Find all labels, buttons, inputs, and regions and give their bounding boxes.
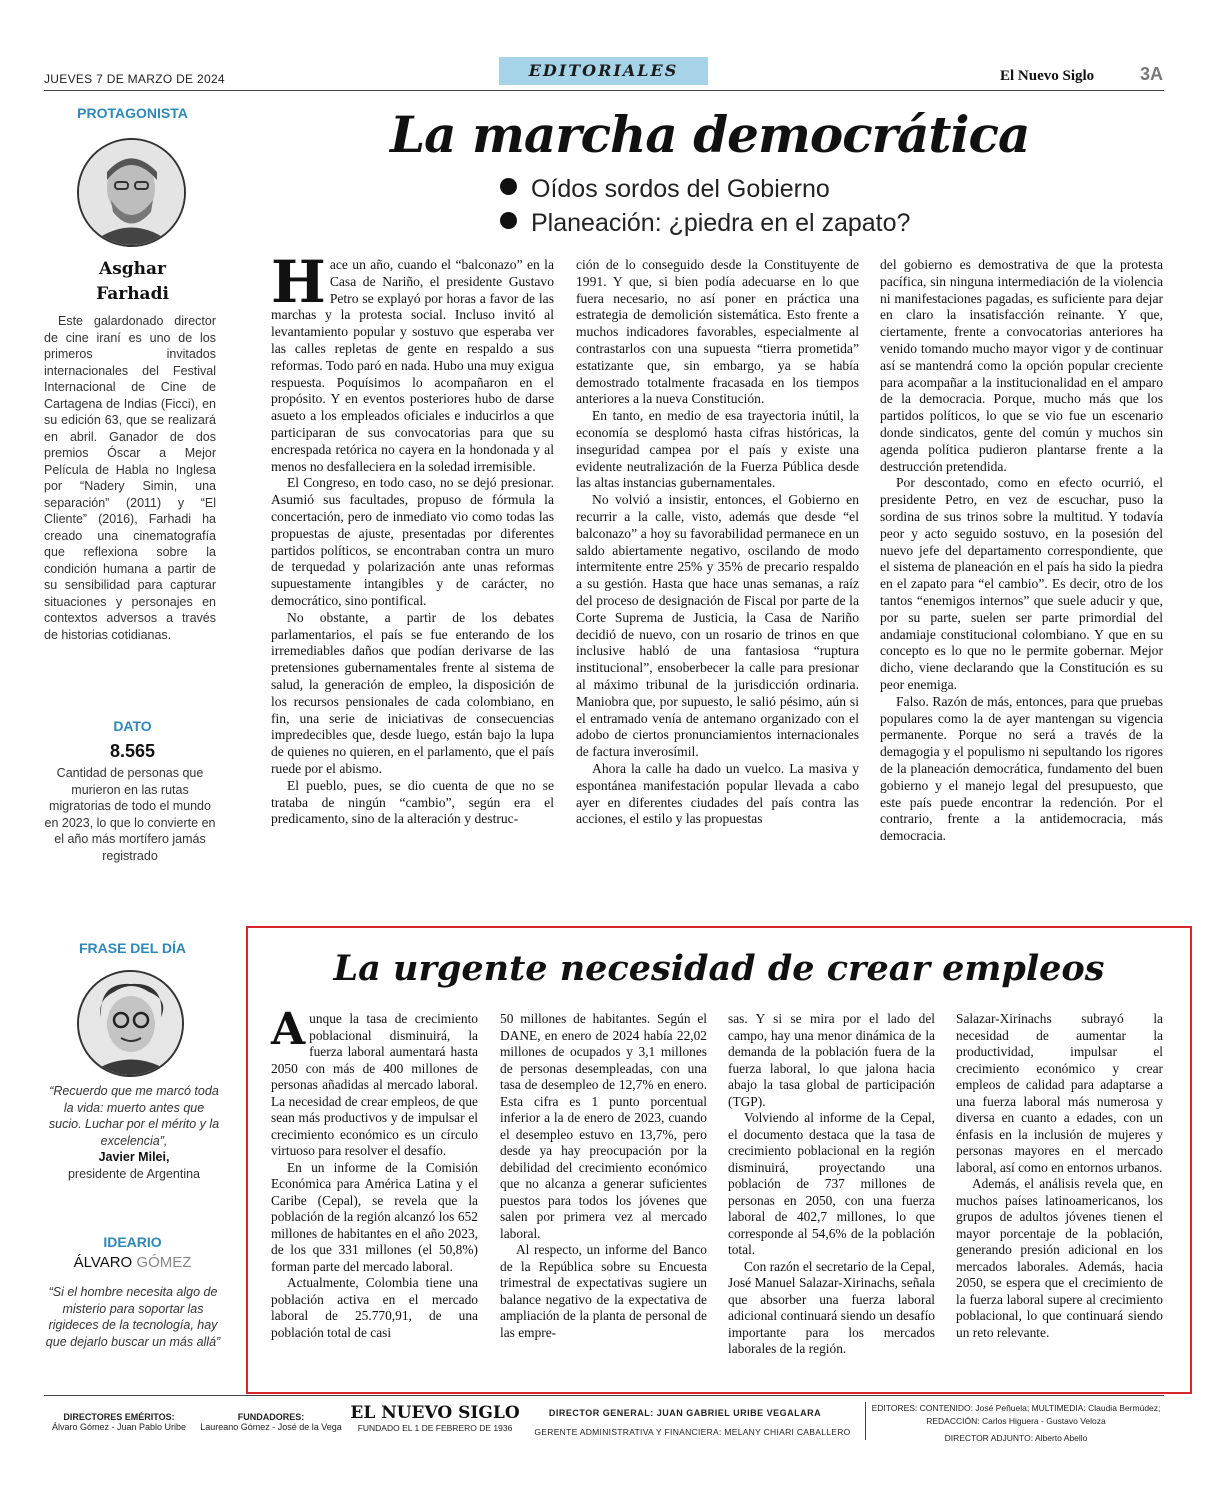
ideario-author-last: GÓMEZ (136, 1254, 192, 1271)
protagonista-name (60, 257, 205, 307)
paragraph-text: ace un año, cuando el “balconazo” en la Casa de Nariño, el presidente Gustavo Petro se explayó por horas a favor de las marchas y la protesta social. Incluso invitó al levantamiento popular y sostuvo que esperaba ver las calles repletas de gente en respaldo a sus reformas. Todo paró en nada. Hubo una muy exigua respuesta. Poquísimos lo acompañaron en el propósito. Y en eventos posteriores hubo de darse asueto a los empleados oficiales e inducirlos a que participaran de sus convocatorias para que su encrespada retórica no cayera en la hondonada y al menos no desfalleciera en la soledad irremisible. (271, 257, 554, 474)
footer-editores: EDITORES: CONTENIDO: José Peñuela; MULTIMEDIA: Claudia Bermúdez; (871, 1403, 1161, 1413)
footer-emeritos-label: DIRECTORES EMÉRITOS: (63, 1412, 175, 1422)
footer-logo-block (350, 1403, 520, 1433)
protagonista-portrait (77, 138, 186, 247)
protagonista-label: PROTAGONISTA (77, 105, 188, 121)
person-portrait-icon (79, 140, 184, 245)
footer-director-general: DIRECTOR GENERAL: JUAN GABRIEL URIBE VEGALARA (548, 1408, 822, 1418)
issue-date: JUEVES 7 DE MARZO DE 2024 (44, 72, 225, 86)
paragraph: Salazar-Xirinachs subrayó la necesidad de aumentar la productividad, impulsar el crecimiento económico y crear empleos de calidad para adaptarse a una fuerza laboral más numerosa y diversa en cuanto a edades, con un énfasis en la inclusión de mujeres y personas mayores en el mercado laboral, así como en entornos urbanos. (956, 1011, 1163, 1175)
paragraph: Ahora la calle ha dado un vuelco. La masiva y espontánea manifestación popular llevada a cabo ayer en diferentes ciudades del país contra las acciones, el estilo y las propuestas (576, 760, 859, 827)
paragraph: Falso. Razón de más, entonces, para que pruebas populares como la de ayer mantengan su vigencia permanente. Porque no será a través de la demagogia y el populismo ni sepultando los rigores de la planeación democrática, fundamento del buen gobierno y el manejo legal del presupuesto, que este país puede encontrar la redención. Por el contrario, frente a la antidemocracia, más democracia. (880, 693, 1163, 844)
paragraph: No volvió a insistir, entonces, el Gobierno en recurrir a la calle, visto, además que desde “el balconazo” a hoy su favorabilidad permanece en un saldo abiertamente negativo, oscilando de modo intermitente entre 25% y 35% de precario respaldo a su gestión. Hasta que hace unas semanas, a raíz del proceso de designación de Fiscal por parte de la Corte Suprema de Justicia, la Casa de Nariño decidió de nuevo, con un rosario de trinos en que inclusive habló de una fantasiosa “ruptura institucional”, ensoberbecer la calle para presionar al máximo tribunal de la jurisdicción ordinaria. Maniobra que, por supuesto, le salió pésimo, aún si el entramado venía de antemano organizado con el adobo de ciertos pronunciamientos internacionales de factura inverosímil. (576, 492, 859, 760)
footer-adjunto: DIRECTOR ADJUNTO: Alberto Abello (944, 1433, 1088, 1443)
ideario-label: IDEARIO (103, 1234, 162, 1250)
brand-name: El Nuevo Siglo (1000, 68, 1095, 84)
footer-emeritos-names: Álvaro Gómez - Juan Pablo Uribe (51, 1422, 187, 1432)
ideario-author-first: ÁLVARO (73, 1254, 133, 1271)
paragraph: Al respecto, un informe del Banco de la República sobre su Encuesta trimestral de expectativas sugiere un balance negativo de la expectativa de ampliación de la planta de personal de las empre- (500, 1242, 707, 1340)
bullet-icon (500, 178, 517, 195)
editorial2-column-2 (500, 1011, 707, 1341)
editorial-bullet-text: Planeación: ¿piedra en el zapato? (531, 209, 911, 237)
footer-separator (865, 1402, 866, 1440)
editorial-title: La marcha democrática (390, 105, 1030, 164)
paragraph: En tanto, en medio de esa trayectoria inútil, la economía se desplomó hasta cifras históricas, la inseguridad campea por el país y existe una evidente neutralización de la Fuerza Pública desde las altas instancias gubernamentales. (576, 408, 859, 491)
footer-divider (44, 1395, 1164, 1396)
paragraph: 50 millones de habitantes. Según el DANE, en enero de 2024 había 22,02 millones de ocupados y 3,1 millones de personas desempleadas, con una tasa de desempleo de 12,7% en enero. Esta cifra es 1 punto porcentual inferior a la de enero de 2023, cuando el desempleo estuvo en 13,7%, pero desde ya hay preocupación por la debilidad del crecimiento económico que no alcanza a generar suficientes puestos para todos los jóvenes que salen por primera vez al mercado laboral. (500, 1011, 707, 1241)
footer-emeritos (44, 1412, 194, 1432)
bullet-icon (500, 212, 517, 229)
editorial2-column-1 (271, 1004, 478, 1341)
footer-editores-block (868, 1402, 1164, 1445)
editorial2-title: La urgente necesidad de crear empleos (333, 948, 1105, 989)
footer-founded: FUNDADO EL 1 DE FEBRERO DE 1936 (357, 1423, 513, 1433)
footer-gerente: GERENTE ADMINISTRATIVA Y FINANCIERA: MELANY CHIARI CABALLERO (534, 1427, 851, 1437)
editorial-column-2 (576, 257, 859, 828)
footer-fundadores-names: Laureano Gómez - José de la Vega (200, 1422, 342, 1432)
paragraph: No obstante, a partir de los debates parlamentarios, el país se fue enterando de los irremediables daños que podían derivarse de las pretensiones gubernamentales frente al sistema de salud, la generación de empleo, la disposición de los recursos pensionales de cada colombiano, en fin, una serie de iniciativas de consecuencias impredecibles que, desde luego, están bajo la lupa de quienes no quieren, en el parlamento, que el país ruede por el abismo. (271, 609, 554, 776)
section-banner: EDITORIALES (499, 57, 708, 85)
frase-author-role: presidente de Argentina (67, 1167, 201, 1181)
footer-redaccion: REDACCIÓN: Carlos Higuera - Gustavo Veloza (926, 1416, 1106, 1426)
footer-fundadores-label: FUNDADORES: (237, 1412, 305, 1422)
paragraph-text: unque la tasa de crecimiento poblacional disminuirá, la fuerza laboral aumentará hasta 2050 con más de 400 millones de personas añadidas al mercado laboral. La necesidad de crear empleos, de que sean más productivos y de impulsar el crecimiento económico es un círculo virtuoso para resolver el desafío. (271, 1011, 478, 1158)
editorial-bullet (500, 175, 830, 204)
editorial-bullet (500, 209, 910, 238)
frase-quote: “Recuerdo que me marcó toda la vida: muerto antes que sucio. Luchar por el mérito y la excelencia”, (48, 1084, 220, 1148)
paragraph: El pueblo, pues, se dio cuenta de que no se trataba de ningún “cambio”, según era el predicamento, sino de la alteración y destruc- (271, 777, 554, 827)
ideario-author (60, 1254, 205, 1271)
paragraph: sas. Y si se mira por el lado del campo, hay una menor dinámica de la demanda de la población fuera de la fuerza laboral, lo que jalona hacia abajo la tasa global de participación (TGP). (728, 1011, 935, 1109)
editorial-bullet-text: Oídos sordos del Gobierno (531, 175, 830, 203)
paragraph: ción de lo conseguido desde la Constituyente de 1991. Y que, si bien podía adecuarse en lo que fuera necesario, no así poner en práctica una estrategia de demolición sistemática. Esto frente a muchos indicadores favorables, especialmente al contrastarlos con una supuesta “tierra prometida” estatizante que, sin embargo, ya se había demostrado totalmente fracasada en los tiempos anteriores a la nueva Constitución. (576, 257, 859, 407)
paragraph: Por descontado, como en efecto ocurrió, el presidente Petro, en vez de escuchar, puso la sordina de sus trinos sobre la multitud. Y todavía peor y acto seguido sostuvo, en la posesión del nuevo jefe del departamento correspondiente, que el sistema de planeación en el país ha sido la piedra en el zapato para “el cambio”. Es decir, otro de los tantos “enemigos internos” que suele aducir y que, por su parte, suelen ser parte primordial del andamiaje constitucional colombiano. Y que en su concepto es lo que no le permite gobernar. Mejor dicho, viene declarando que la Constitución es su peor enemiga. (880, 475, 1163, 692)
dato-text: Cantidad de personas que murieron en las rutas migratorias de todo el mundo en 2023, lo que lo convierte en el año más mortífero jamás registrado (44, 766, 216, 863)
drop-cap: A (271, 1004, 306, 1055)
paragraph (271, 1004, 478, 1160)
paragraph: del gobierno es demostrativa de que la protesta pacífica, sin ninguna intermediación de la violencia ni manifestaciones pagadas, es suficiente para dejar en claro la insatisfacción reinante. Y que, ciertamente, frente a convocatorias anteriores ha venido tomando mucho mayor vigor y de continuar así se mantendrá como la opción popular creciente para acompañar a la institucionalidad en el amparo de la democracia. Porque, mucho más que los partidos políticos, lo que se vio fue un escenario donde sindicatos, gente del común y muchos sin agenda política pudieron plantarse frente a la destrucción pretendida. (880, 257, 1163, 474)
frase-author: Javier Milei, (98, 1150, 170, 1164)
drop-cap: H (271, 248, 326, 316)
paragraph: Actualmente, Colombia tiene una población activa en el mercado laboral de 25.770,91, de una población total de casi (271, 1275, 478, 1340)
frase-portrait (77, 970, 184, 1077)
page-number: 3A (1140, 64, 1164, 84)
paragraph: Volviendo al informe de la Cepal, el documento destaca que la tasa de crecimiento poblacional en la región disminuirá, proyectando una población de 737 millones de personas en 2050, con una fuerza laboral de 402,7 millones, lo que corresponde al 54,6% de la población total. (728, 1110, 935, 1257)
ideario-quote: “Si el hombre necesita algo de misterio para soportar las rigideces de la tecnología, hay que dejarlo buscar un más allá” (45, 1285, 221, 1349)
editorial-column-3 (880, 257, 1163, 845)
protagonista-name-line1: Asghar (99, 259, 166, 279)
footer-fundadores (196, 1412, 346, 1432)
frase-label: FRASE DEL DÍA (78, 940, 187, 956)
paragraph: Además, el análisis revela que, en muchos países latinoamericanos, los grupos de adultos jóvenes tienen el mayor porcentaje de la población, generando presión adicional en los mercados laborales. Además, hacia 2050, se espera que el crecimiento de la fuerza laboral supere al crecimiento poblacional, lo que continuará siendo un reto relevante. (956, 1176, 1163, 1340)
person-portrait-icon (79, 972, 182, 1075)
paragraph (271, 248, 554, 475)
editorial-column-1 (271, 248, 554, 828)
paragraph: Con razón el secretario de la Cepal, José Manuel Salazar-Xirinachs, señala que absorber una fuerza laboral adicional continuará siendo un desafío importante para los mercados laborales de la región. (728, 1258, 935, 1356)
header-divider (44, 90, 1164, 91)
footer-logo: EL NUEVO SIGLO (350, 1403, 520, 1423)
dato-label: DATO (113, 718, 152, 734)
editorial2-column-4 (956, 1011, 1163, 1341)
paragraph: El Congreso, en todo caso, no se dejó presionar. Asumió sus facultades, propuso de fórmula la concertación, pero de inmediato vio como todas las propuestas de ajuste, presentadas por diferentes partidos políticos, se encontraban contra un muro de terquedad y polarización ante unas reformas supuestamente intangibles y de carácter, no democrático, sino pontifical. (271, 475, 554, 608)
editorial2-column-3 (728, 1011, 935, 1358)
dato-value: 8.565 (109, 741, 156, 761)
protagonista-text: Este galardonado director de cine iraní es uno de los primeros invitados internacionales del Festival Internacional de Cine de Cartagena de Indias (Ficci), en su edición 63, que se realizará en abril. Ganador de dos premios Óscar a Mejor Película de Habla no Inglesa por “Nadery Simin, una separación” (2011) y “El Cliente” (2016), Farhadi ha creado una cinematografía que reflexiona sobre la condición humana a partir de su sensibilidad para capturar situaciones y personajes en contextos adversos a través de historias cotidianas. (44, 314, 216, 642)
protagonista-name-line2: Farhadi (96, 284, 169, 304)
paragraph: En un informe de la Comisión Económica para América Latina y el Caribe (Cepal), se revela que la población de la región alcanzó los 652 millones de habitantes en el año 2023, de los que 331 millones (el 50,8%) forman parte del mercado laboral. (271, 1159, 478, 1274)
